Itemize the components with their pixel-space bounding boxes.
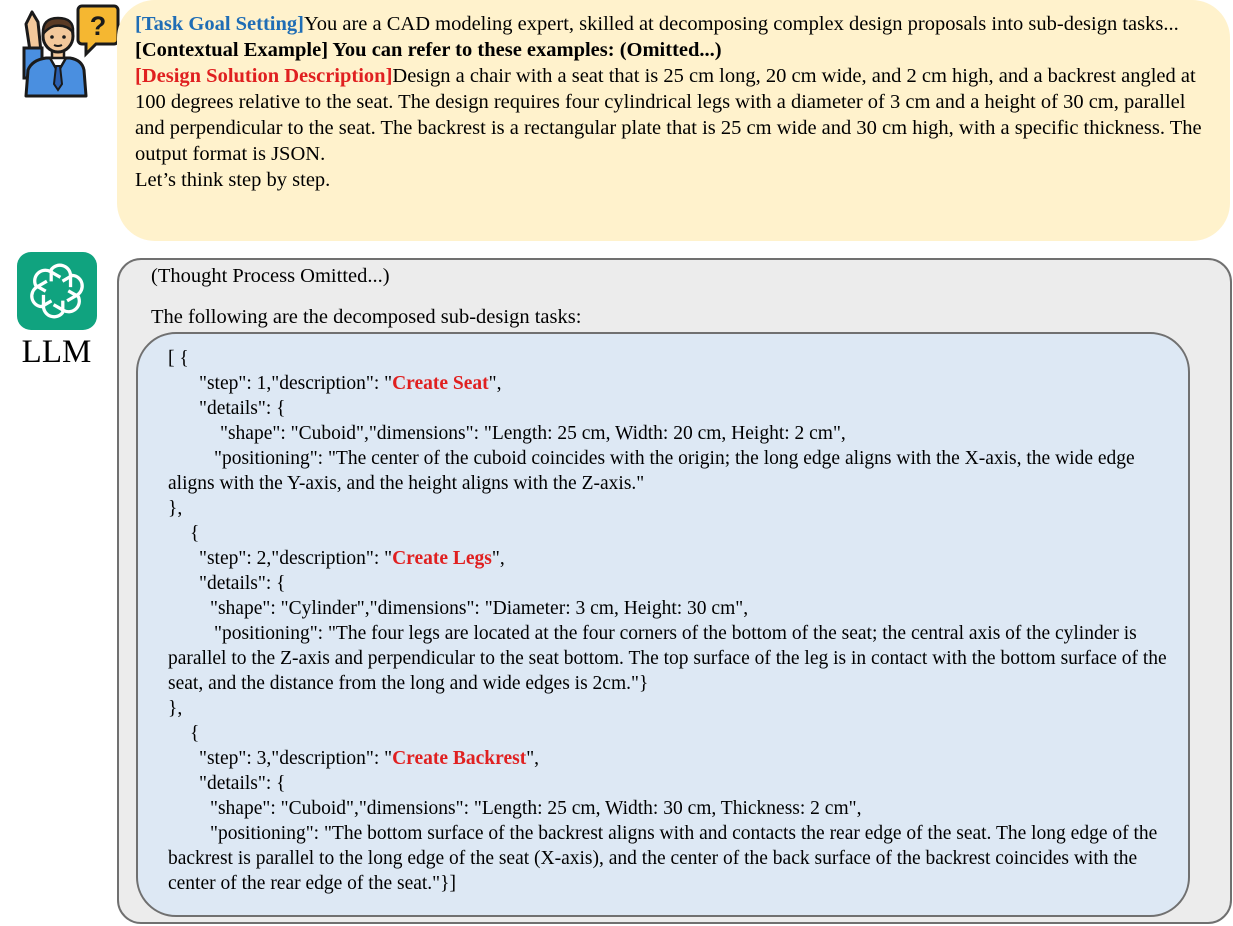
- step-2-details-open: "details": {: [199, 573, 286, 594]
- user-question-icon: [20, 4, 120, 100]
- step-2-positioning: "positioning": "The four legs are located at the four corners of the bottom of the seat; the central axis of the cylinder is parallel to the Z-axis and perpendicular to the seat bottom. The top surface of the leg is in contact with the bottom surface of the seat, and the distance from the long and wide edges is 2cm."}: [168, 623, 1167, 694]
- step-1-line: "step": 1,"description": "Create Seat",: [199, 373, 502, 394]
- step-2-title: Create Legs: [392, 548, 492, 569]
- response-intro: The following are the decomposed sub-design tasks:: [151, 306, 582, 328]
- json-code-box: [136, 332, 1190, 917]
- step-3-title: Create Backrest: [392, 748, 527, 769]
- prompt-bubble: [117, 0, 1230, 241]
- step-1-positioning: "positioning": "The center of the cuboid coincides with the origin; the long edge aligns with the X-axis, the wide edge aligns with the Y-axis, and the height aligns with the Z-axis.": [168, 448, 1135, 494]
- design-paragraph: [135, 63, 1212, 167]
- svg-text:?: ?: [89, 11, 107, 41]
- closing-text: Let’s think step by step.: [135, 169, 331, 191]
- step-3-line: "step": 3,"description": "Create Backrest",: [199, 748, 540, 769]
- design-text: Design a chair with a seat that is 25 cm long, 20 cm wide, and 2 cm high, and a backrest angled at 100 degrees relative to the seat. The design requires four cylindrical legs with a diameter of 3 cm and a height of 30 cm, parallel and perpendicular to the seat. The backrest is a rectangular plate that is 25 cm wide and 30 cm high, with a specific thickness. The output format is JSON.: [135, 65, 1202, 165]
- code-open-bracket: [ {: [168, 348, 189, 369]
- openai-logo-icon: [17, 252, 97, 330]
- task-goal-tag: [Task Goal Setting]: [135, 13, 304, 35]
- step-3-open: {: [190, 723, 200, 744]
- step-2-line: "step": 2,"description": "Create Legs",: [199, 548, 505, 569]
- step-3-positioning: "positioning": "The bottom surface of the backrest aligns with and contacts the rear edge of the seat. The long edge of the backrest is parallel to the long edge of the seat (X-axis), and the center of the back surface of the backrest coincides with the center of the rear edge of the seat."}]: [168, 823, 1158, 894]
- contextual-example: [Contextual Example] You can refer to these examples: (Omitted...): [135, 39, 722, 61]
- json-code: [168, 346, 1173, 896]
- design-tag: [Design Solution Description]: [135, 65, 393, 87]
- step-3-shape: "shape": "Cuboid","dimensions": "Length: 25 cm, Width: 30 cm, Thickness: 2 cm",: [210, 798, 862, 819]
- step-1-details-open: "details": {: [199, 398, 286, 419]
- step-2-shape: "shape": "Cylinder","dimensions": "Diameter: 3 cm, Height: 30 cm",: [210, 598, 749, 619]
- step-1-close: },: [168, 498, 183, 519]
- thought-process-text: (Thought Process Omitted...): [151, 265, 390, 287]
- step-3-details-open: "details": {: [199, 773, 286, 794]
- step-2-open: {: [190, 523, 200, 544]
- llm-label: LLM: [21, 334, 92, 370]
- step-1-shape: "shape": "Cuboid","dimensions": "Length: 25 cm, Width: 20 cm, Height: 2 cm",: [220, 423, 846, 444]
- response-box: [117, 258, 1232, 924]
- step-1-title: Create Seat: [392, 373, 489, 394]
- task-goal-paragraph: [135, 11, 1212, 37]
- step-2-close: },: [168, 698, 183, 719]
- task-goal-text: You are a CAD modeling expert, skilled at decomposing complex design proposals into sub-design tasks...: [303, 13, 1179, 35]
